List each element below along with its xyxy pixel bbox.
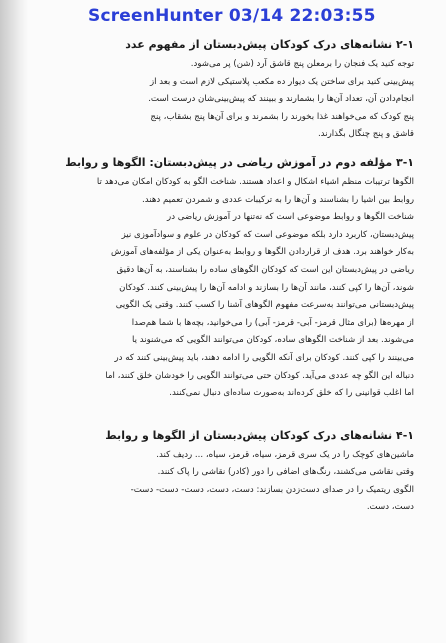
document-content xyxy=(30,38,414,517)
paragraph xyxy=(30,174,414,209)
text-line: الگوی ریتمیک را در صدای دست‌زدن بسازند: دست، دست، دست- دست- دست- xyxy=(130,484,414,495)
paragraph xyxy=(30,447,414,517)
text-line: انجام‌دادن آن، تعداد آن‌ها را بشمارند و ببینند که پیش‌بینی‌شان درست است. xyxy=(148,94,414,105)
text-line: ریاضی در پیش‌دبستان این است که کودکان الگوهای ساده را بشناسند، به آن‌ها دقیق xyxy=(116,264,414,275)
section-heading: ۳-۱ مؤلفه دوم در آموزش ریاضی در پیش‌دبستان: الگوها و روابط xyxy=(65,155,414,169)
text-line: دست، دست. xyxy=(366,502,414,513)
section-patterns-relations xyxy=(30,156,414,403)
paragraph xyxy=(30,109,414,144)
text-line: دنباله این الگو چه عددی می‌آید. کودکان حتی می‌توانند الگویی را خودشان خلق کنند، اما xyxy=(105,370,414,381)
text-line: پیش‌بینی کنید برای ساختن یک دیوار ده مکعب پلاستیکی لازم است و بعد از xyxy=(150,76,414,87)
screenhunter-watermark: ScreenHunter 03/14 22:03:55 xyxy=(88,6,376,26)
text-line: پیش‌دبستانی می‌توانند به‌سرعت مفهوم الگوهای آشنا را کسب کنند. وقتی یک الگویی xyxy=(115,300,414,311)
text-line: الگوها ترتیبات منظم اشیاء اشکال و اعداد هستند. شناخت الگو به کودکان امکان می‌دهد تا xyxy=(96,176,414,187)
paragraph xyxy=(30,209,414,403)
text-line: وقتی نقاشی می‌کشند، رنگ‌های اضافی را دور (کادر) نقاشی را پاک کنند. xyxy=(157,467,414,478)
paragraph xyxy=(30,56,414,109)
text-line: ماشین‌های کوچک را در یک سری قرمز، سیاه، قرمز، سیاه، ... ردیف کند. xyxy=(156,449,414,460)
text-line: توجه کنید یک فنجان را برمعلن پنج قاشق آرد (شن) پر می‌شود. xyxy=(190,59,414,69)
section-pattern-signs xyxy=(30,429,414,517)
section-number-concept xyxy=(30,38,414,144)
text-line: شوند، آن‌ها را کپی کنند، مانند آن‌ها را بسازند و ادامه آن‌ها را پیش‌بینی کنند. کودکان xyxy=(119,282,414,293)
section-heading: ۲-۱ نشانه‌های درک کودکان پیش‌دبستان از مفهوم عدد xyxy=(125,38,414,51)
text-line: روابط بین اشیا را بشناسند و آن‌ها را به ترکیبات عددی و شمردن تعمیم دهند. xyxy=(142,194,414,205)
page-binding-shadow xyxy=(0,0,28,643)
text-line: از مهره‌ها (برای مثال قرمز- آبی- قرمز- آبی) را می‌خوانید، بچه‌ها با شما هم‌صدا xyxy=(131,317,414,328)
text-line: شناخت الگوها و روابط موضوعی است که نه‌تنها در آموزش ریاضی در xyxy=(167,212,414,223)
text-line: به‌کار خواهند برد. هدف از قراردادن الگوها و روابط به‌عنوان یکی از مؤلفه‌های آموزش xyxy=(110,247,414,258)
text-line: اما اغلب قوانینی را که خلق کرده‌اند به‌صورت ساده‌ای دنبال نمی‌کنند. xyxy=(169,388,414,399)
text-line: می‌بینند را کپی کنند. کودکان برای آنکه الگویی را ادامه دهند، باید پیش‌بینی کنند که در xyxy=(114,352,414,363)
text-line: پیش‌دبستان، کاربرد دارد بلکه موضوعی است که کودکان در علوم و سوادآموزی نیز xyxy=(121,229,414,240)
section-heading: ۴-۱ نشانه‌های درک کودکان پیش‌دبستان از الگوها و روابط xyxy=(105,428,414,442)
text-line: می‌شوند. بعد از شناخت الگوهای ساده، کودکان می‌توانند الگویی که می‌شنوند یا xyxy=(131,335,414,346)
text-line: قاشق و پنج چنگال بگذارند. xyxy=(317,129,414,140)
text-line: پنج کودک که می‌خواهند غذا بخورند را بشمرند و برای آن‌ها پنج بشقاب، پنج xyxy=(150,111,414,122)
